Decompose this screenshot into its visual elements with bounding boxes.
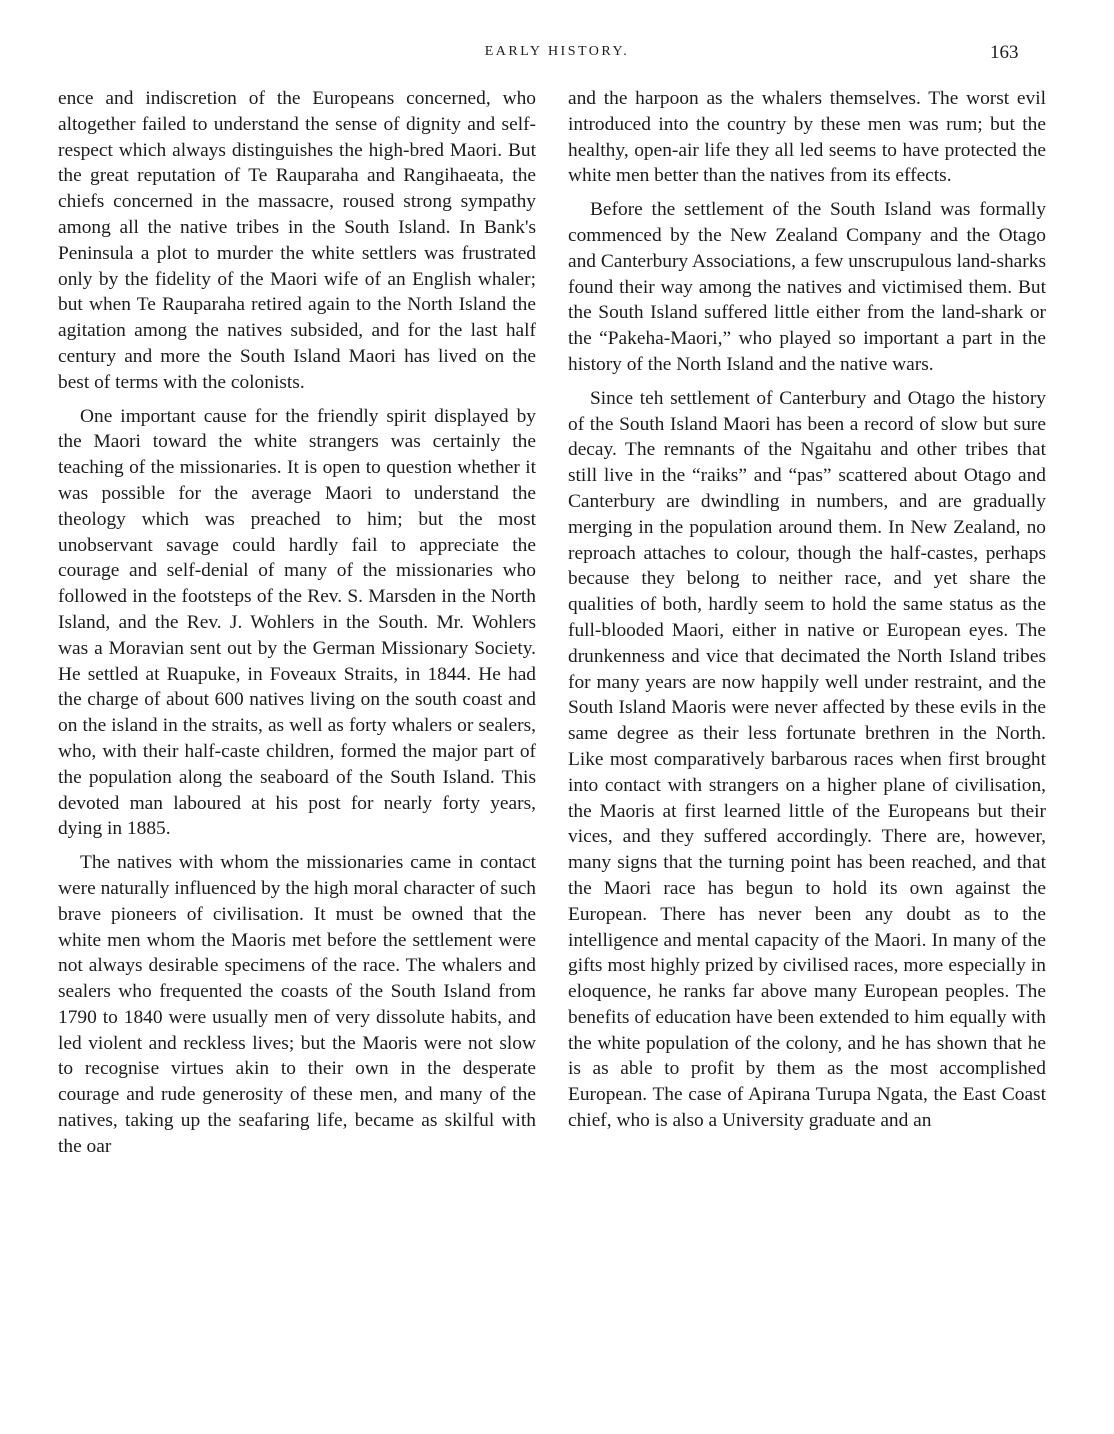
paragraph-land-sharks: Before the settlement of the South Island was formally commenced by the New Zealand Company and the Otago and Canterbury Associations, a few unscrupulous land-sharks found their way among the natives and victimised them. But the South Island suffered little either from the land-shark or the “Pakeha-Maori,” who played so important a part in the history of the North Island and the native wars.: [568, 199, 1046, 375]
left-column: [58, 86, 536, 1168]
paragraph-continued-massacre: ence and indiscretion of the Europeans concerned, who altogether failed to understand the sense of dignity and self-respect which always distinguishes the high-bred Maori. But the great reputation of Te Rauparaha and Rangihaeata, the chiefs concerned in the massacre, roused strong sympathy among all the native tribes in the South Island. In Bank's Peninsula a plot to murder the white settlers was frustrated only by the fidelity of the Maori wife of an English whaler; but when Te Rauparaha retired again to the North Island the agitation among the natives subsided, and for the last half century and more the South Island Maori has lived on the best of terms with the colonists.: [58, 88, 536, 393]
page-number: 163: [990, 42, 1019, 63]
paragraph-whalers-sealers: The natives with whom the missionaries came in contact were naturally influenced by the high moral character of such brave pioneers of civilisation. It must be owned that the white men whom the Maoris met before the settlement were not always desirable specimens of the race. The whalers and sealers who frequented the coasts of the South Island from 1790 to 1840 were usually men of very dissolute habits, and led violent and reckless lives; but the Maoris were not slow to recognise virtues akin to their own in the desperate courage and rude generosity of these men, and many of the natives, taking up the seafaring life, became as skilful with the oar: [58, 852, 536, 1157]
paragraph-continued-harpoon: and the harpoon as the whalers themselves. The worst evil introduced into the country by these men was rum; but the healthy, open-air life they all led seems to have protected the white men better than the natives from its effects.: [568, 88, 1046, 187]
running-head: EARLY HISTORY.: [484, 44, 630, 59]
paragraph-missionaries: One important cause for the friendly spirit displayed by the Maori toward the white strangers was certainly the teaching of the missionaries. It is open to question whether it was possible for the average Maori to understand the theology which was preached to him; but the most unobservant savage could hardly fail to appreciate the courage and self-denial of many of the missionaries who followed in the footsteps of the Rev. S. Marsden in the North Island, and the Rev. J. Wohlers in the South. Mr. Wohlers was a Moravian sent out by the German Missionary Society. He settled at Ruapuke, in Foveaux Straits, in 1844. He had the charge of about 600 natives living on the south coast and on the island in the straits, as well as forty whalers or sealers, who, with their half-caste children, formed the major part of the population along the seaboard of the South Island. This devoted man laboured at his post for nearly forty years, dying in 1885.: [58, 405, 536, 840]
right-column: [568, 86, 1046, 1142]
paragraph-maori-decay: Since teh settlement of Canterbury and Otago the history of the South Island Maori has been a record of slow but sure decay. The remnants of the Ngaitahu and other tribes that still live in the “raiks” and “pas” scattered about Otago and Canterbury are dwindling in numbers, and are gradually merging in the population around them. In New Zealand, no reproach attaches to colour, though the half-castes, perhaps because they belong to neither race, and yet share the qualities of both, hardly seem to hold the same status as the full-blooded Maori, either in native or European eyes. The drunkenness and vice that decimated the North Island tribes for many years are now happily well under restraint, and the South Island Maoris were never affected by these evils in the same degree as their less fortunate brethren in the North. Like most comparatively barbarous races when first brought into contact with strangers on a higher plane of civilisation, the Maoris at first learned little of the Europeans but their vices, and they suffered accordingly. There are, however, many signs that the turning point has been reached, and that the Maori race has begun to hold its own against the European. There has never been any doubt as to the intelligence and mental capacity of the Maori. In many of the gifts most highly prized by civilised races, more especially in eloquence, he ranks far above many European peoples. The benefits of education have been extended to him equally with the white population of the colony, and he has shown that he is as able to profit by them as the most accomplished European. The case of Apirana Turupa Ngata, the East Coast chief, who is also a University graduate and an: [568, 387, 1046, 1132]
